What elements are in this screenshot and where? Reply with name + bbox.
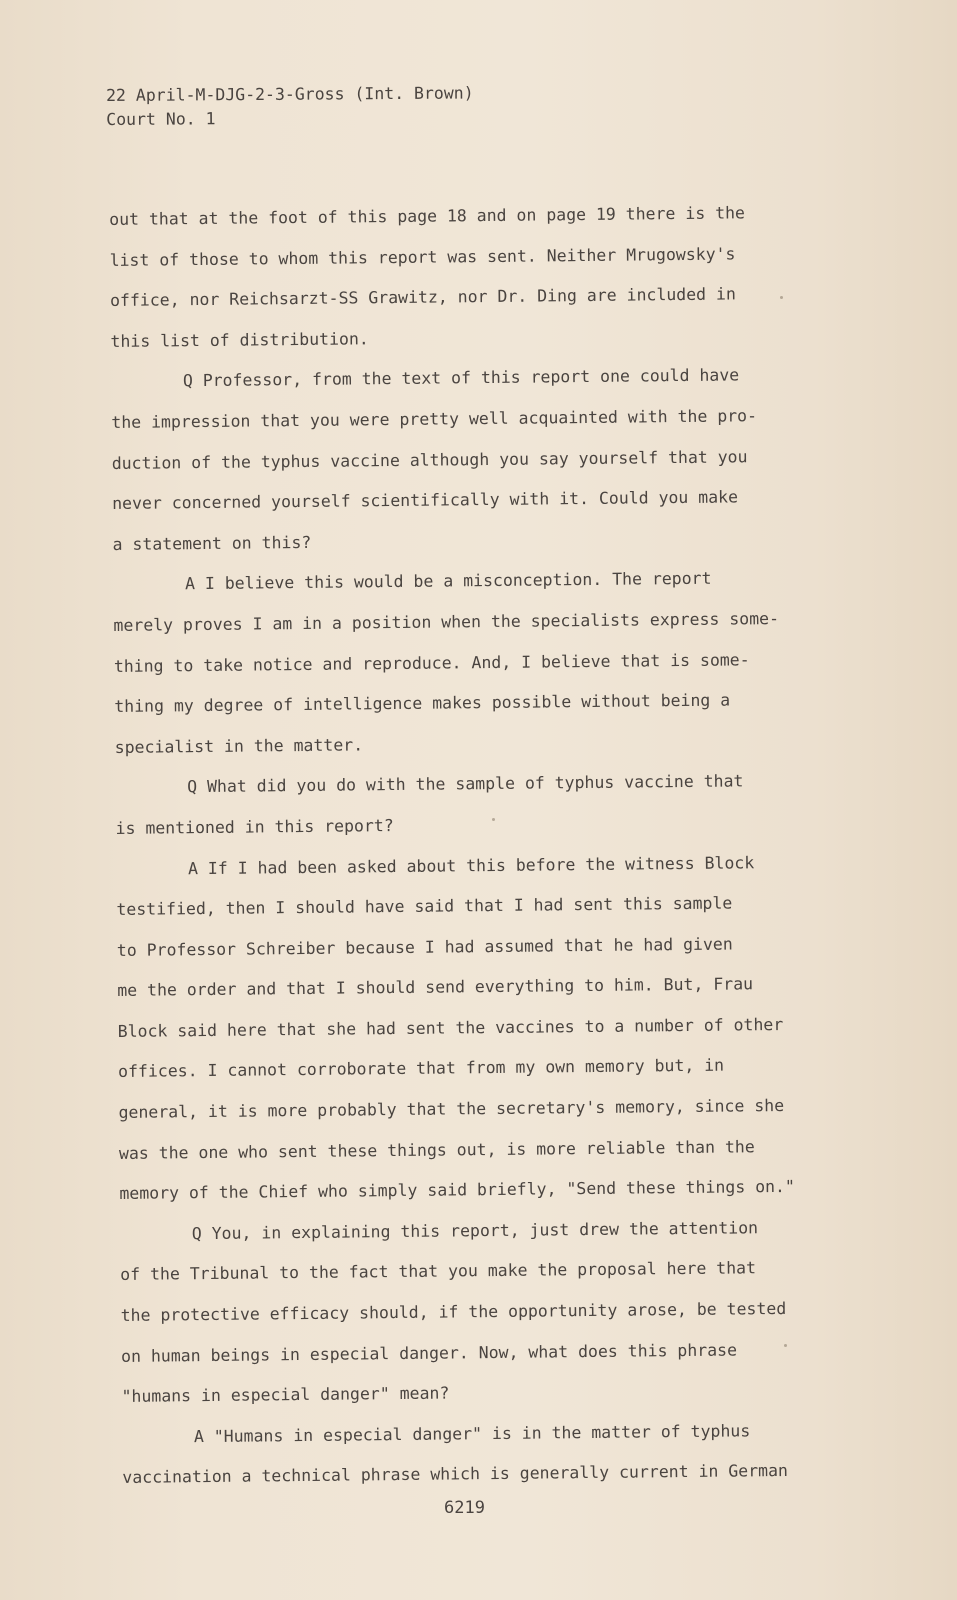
text-line: never concerned yourself scientifically with it. Could you make: [112, 487, 739, 514]
text-line: on human beings in especial danger. Now, what does this phrase: [121, 1340, 738, 1366]
paper-speck: [780, 296, 783, 299]
text-line: of the Tribunal to the fact that you make the proposal here that: [120, 1258, 757, 1285]
text-line: the protective efficacy should, if the opportunity arose, be tested: [120, 1299, 787, 1325]
header-reference: 22 April-M-DJG-2-3-Gross (Int. Brown): [106, 83, 474, 105]
text-line: Block said here that she had sent the vaccines to a number of other: [117, 1014, 784, 1041]
page-number: 6219: [444, 1498, 485, 1518]
question-line: Q Professor, from the text of this report one could have: [182, 365, 740, 391]
header-court: Court No. 1: [106, 109, 216, 129]
text-line: to Professor Schreiber because I had assumed that he had given: [116, 934, 733, 960]
text-line: merely proves I am in a position when the specialists express some-: [113, 608, 780, 635]
paper-speck: [784, 1344, 787, 1347]
text-line: specialist in the matter.: [114, 735, 364, 757]
answer-line: A "Humans in especial danger" is in the matter of typhus: [193, 1421, 751, 1446]
text-line: a statement on this?: [112, 532, 312, 554]
text-line: duction of the typhus vaccine although you say yourself that you: [111, 446, 748, 473]
question-line: Q You, in explaining this report, just drew the attention: [191, 1218, 759, 1244]
text-line: "humans in especial danger" mean?: [121, 1383, 450, 1407]
text-line: memory of the Chief who simply said briefly, "Send these things on.": [119, 1177, 795, 1204]
text-line: list of those to whom this report was sent. Neither Mrugowsky's: [109, 244, 736, 270]
answer-line: A I believe this would be a misconception. The report: [184, 569, 712, 594]
text-line: is mentioned in this report?: [115, 815, 394, 838]
paper-speck: [492, 818, 495, 821]
question-line: Q What did you do with the sample of typhus vaccine that: [187, 771, 744, 797]
text-line: offices. I cannot corroborate that from my own memory but, in: [118, 1056, 725, 1082]
answer-line: A If I had been asked about this before the witness Block: [187, 852, 755, 878]
text-line: thing my degree of intelligence makes possible without being a: [114, 690, 731, 717]
text-line: office, nor Reichsarzt-SS Grawitz, nor Dr. Ding are included in: [109, 284, 736, 311]
page-header: [106, 81, 474, 132]
text-line: thing to take notice and reproduce. And, I believe that is some-: [113, 649, 750, 676]
text-line: was the one who sent these things out, is more reliable than the: [118, 1136, 755, 1163]
transcript-body: [109, 192, 843, 1498]
text-line: testified, then I should have said that I had sent this sample: [116, 893, 733, 920]
text-line: the impression that you were pretty well acquainted with the pro-: [111, 406, 758, 432]
text-line: this list of distribution.: [110, 329, 369, 351]
text-line: me the order and that I should send everything to him. But, Frau: [117, 974, 754, 1001]
text-line: general, it is more probably that the secretary's memory, since she: [118, 1096, 785, 1123]
text-line: vaccination a technical phrase which is generally current in German: [122, 1461, 789, 1488]
text-line: out that at the foot of this page 18 and on page 19 there is the: [109, 203, 746, 229]
